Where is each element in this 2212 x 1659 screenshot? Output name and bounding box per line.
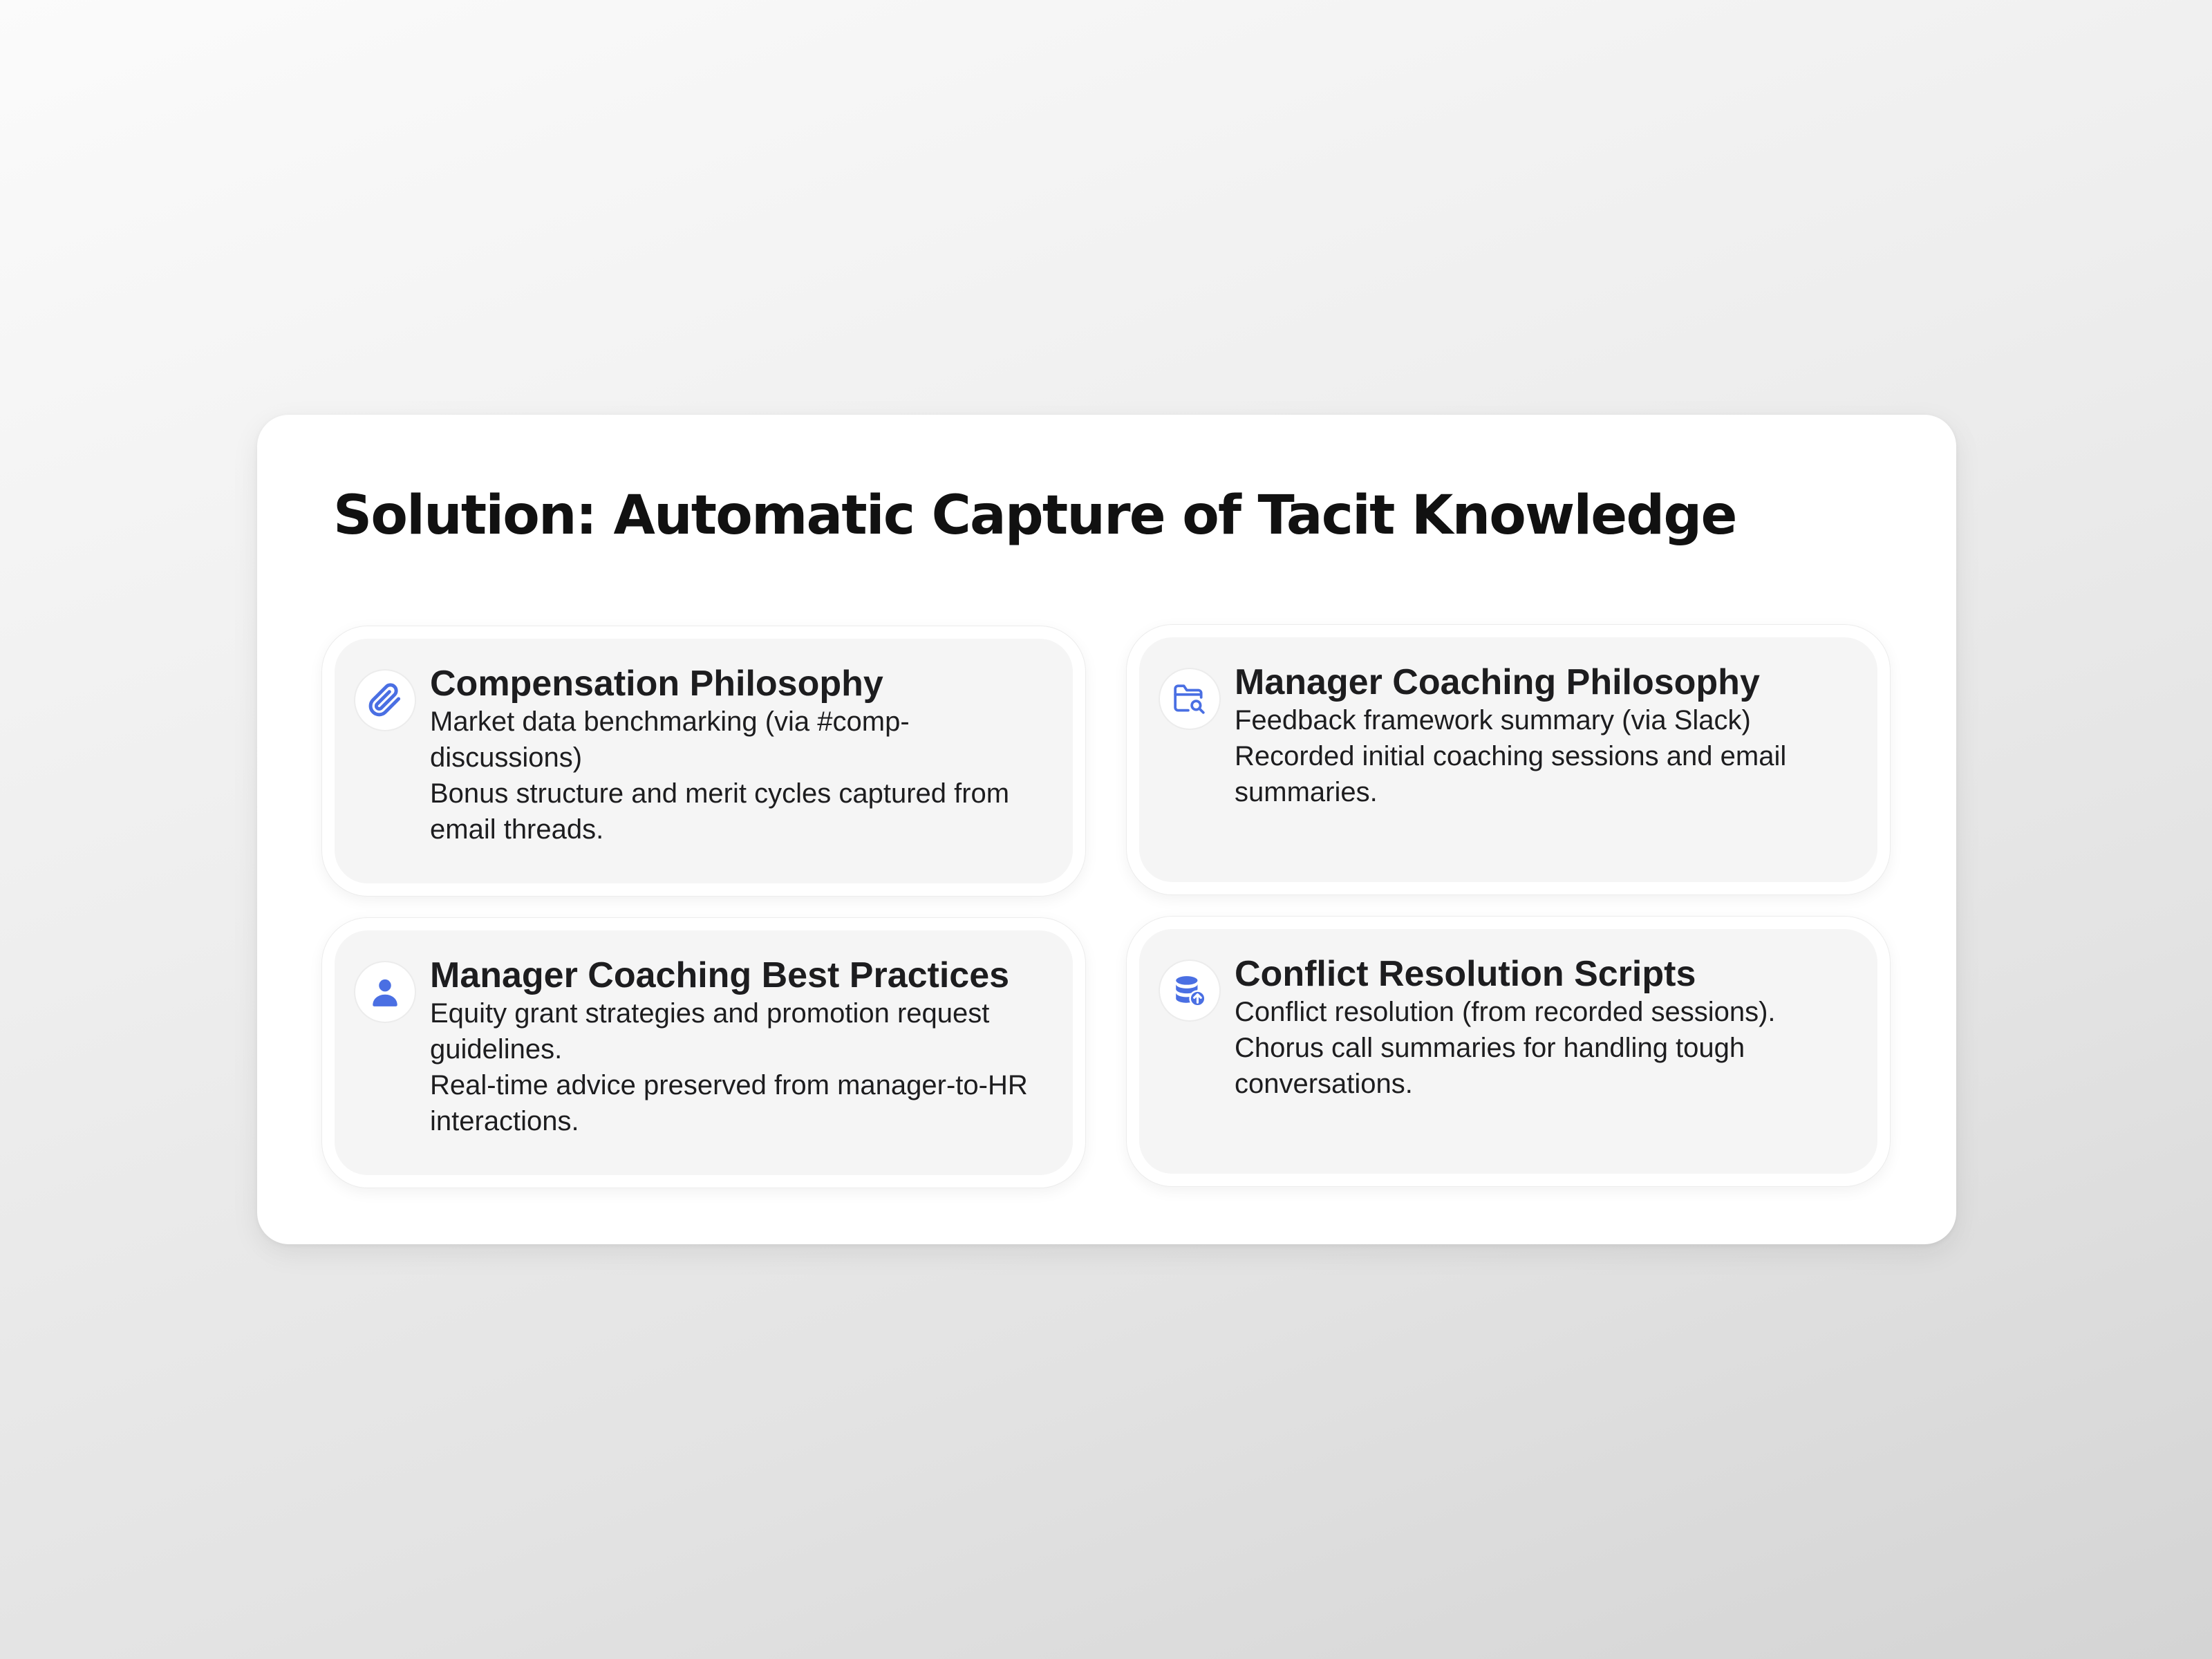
card-compensation-philosophy bbox=[322, 626, 1085, 896]
card-title: Conflict Resolution Scripts bbox=[1235, 954, 1696, 994]
card-detail: Bonus structure and merit cycles captured from email threads. bbox=[430, 778, 1010, 845]
card-detail: Equity grant strategies and promotion request guidelines. bbox=[430, 998, 990, 1065]
card-manager-coaching-best-practices bbox=[322, 918, 1085, 1188]
card-detail: Chorus call summaries for handling tough conversations. bbox=[1235, 1033, 1745, 1099]
card-manager-coaching-philosophy bbox=[1127, 625, 1890, 894]
solution-panel bbox=[257, 415, 1956, 1244]
panel-title: Solution: Automatic Capture of Tacit Knowledge bbox=[333, 485, 1736, 547]
card-title: Compensation Philosophy bbox=[430, 664, 883, 704]
user-icon bbox=[355, 962, 415, 1022]
card-detail: Market data benchmarking (via #comp-discussions) bbox=[430, 706, 910, 773]
card-title: Manager Coaching Philosophy bbox=[1235, 662, 1760, 702]
database-upload-icon bbox=[1160, 961, 1219, 1020]
folder-search-icon bbox=[1160, 669, 1219, 729]
card-title: Manager Coaching Best Practices bbox=[430, 955, 1010, 995]
paperclip-icon bbox=[355, 671, 415, 730]
card-detail: Recorded initial coaching sessions and email summaries. bbox=[1235, 741, 1787, 807]
card-detail: Feedback framework summary (via Slack) bbox=[1235, 705, 1751, 735]
card-detail: Conflict resolution (from recorded sessions). bbox=[1235, 997, 1776, 1027]
card-detail: Real-time advice preserved from manager-to-HR interactions. bbox=[430, 1070, 1028, 1136]
card-conflict-resolution-scripts bbox=[1127, 917, 1890, 1186]
